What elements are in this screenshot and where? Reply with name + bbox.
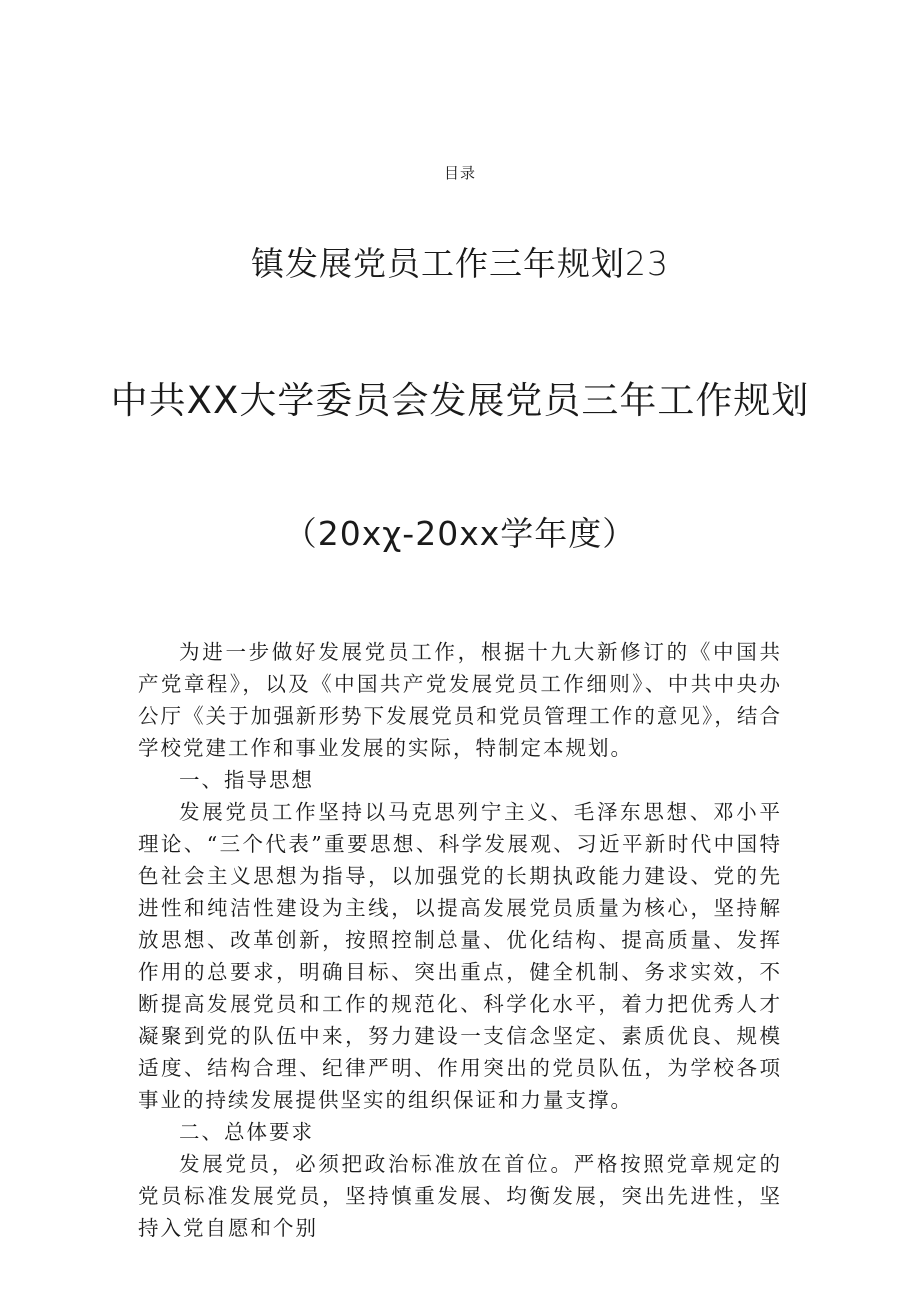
document-title: 中共XX大学委员会发展党员三年工作规划: [110, 379, 810, 422]
toc-label: 目录: [443, 164, 476, 182]
section-heading-general-requirements: 二、总体要求: [179, 1120, 314, 1144]
document-subtitle: （20xχ-20xx学年度）: [283, 514, 637, 553]
section-heading-guiding-ideology: 一、指导思想: [179, 768, 314, 792]
section-paragraph-general-requirements: 发展党员，必须把政治标准放在首位。严格按照党章规定的党员标准发展党员，坚持慎重发展、均衡发展，突出先进性，坚持入党自愿和个别: [138, 1152, 782, 1240]
intro-paragraph: 为进一步做好发展党员工作，根据十九大新修订的《中国共产党章程》，以及《中国共产党发展党员工作细则》、中共中央办公厅《关于加强新形势下发展党员和党员管理工作的意见》，结合学校党建工作和事业发展的实际，特制定本规划。: [138, 640, 782, 760]
section-paragraph-guiding-ideology: 发展党员工作坚持以马克思列宁主义、毛泽东思想、邓小平理论、“三个代表”重要思想、科学发展观、习近平新时代中国特色社会主义思想为指导，以加强党的长期执政能力建设、党的先进性和纯洁性建设为主线，以提高发展党员质量为核心，坚持解放思想、改革创新，按照控制总量、优化结构、提高质量、发挥作用的总要求，明确目标、突出重点，健全机制、务求实效，不断提高发展党员和工作的规范化、科学化水平，着力把优秀人才凝聚到党的队伍中来，努力建设一支信念坚定、素质优良、规模适度、结构合理、纪律严明、作用突出的党员队伍，为学校各项事业的持续发展提供坚实的组织保证和力量支撑。: [138, 800, 782, 1112]
toc-entry[interactable]: 镇发展党员工作三年规划23: [251, 244, 669, 283]
document-body: [138, 636, 782, 1244]
